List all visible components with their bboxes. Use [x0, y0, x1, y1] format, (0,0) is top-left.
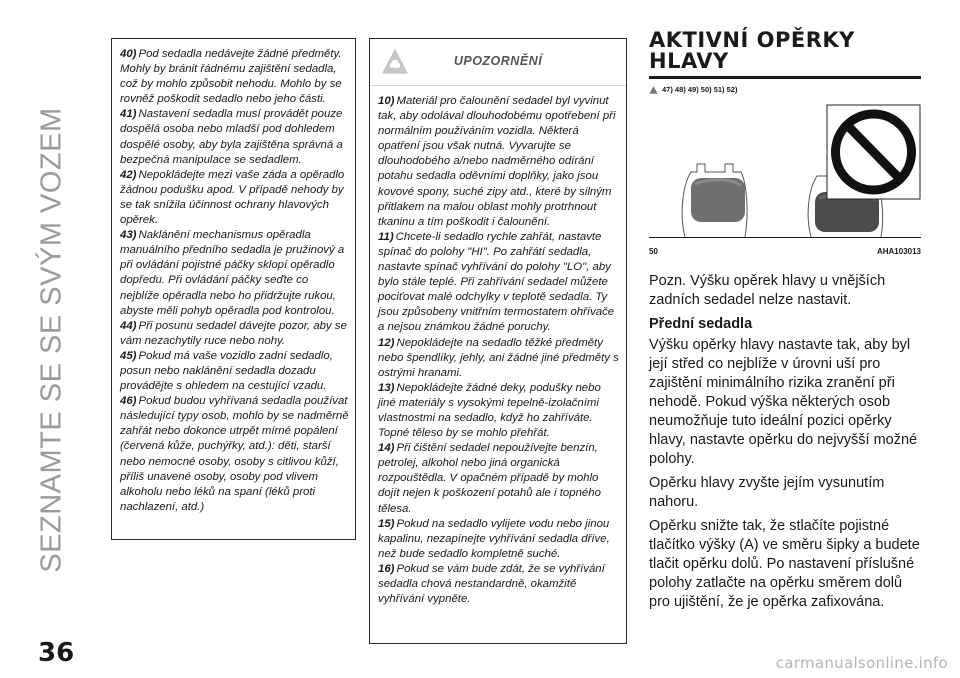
note-item: 46) Pokud budou vyhřívaná sedadla používat následující typy osob, mohlo by se nadměrně zahřát nebo dokonce utrpět mírné popálení (červená kůže, puchýřky, atd.): děti, starší nebo nemocné osoby, osoby s citlivou kůží, příliš unavené osoby, osoby pod vlivem alkoholu nebo léků na spaní (léků proti nachlazení, atd.) [120, 395, 349, 513]
section-body [649, 272, 921, 617]
note-item: 45) Pokud má vaše vozidlo zadní sedadlo, posun nebo naklánění sedadla dozadu provádějte s ohledem na cestující vzadu. [120, 349, 333, 393]
note-item: 44) Při posunu sedadel dávejte pozor, aby se vám nezachytily ruce nebo nohy. [120, 319, 347, 347]
warning-triangle-icon [649, 86, 658, 94]
figure-number: 50 [649, 247, 658, 256]
note-item: 41) Nastavení sedadla musí provádět pouze dospělá osoba nebo mladší pod dohledem dospělé osoby, aby byla zajištěna správná a bezpečná manipulace se sedadlem. [120, 108, 343, 166]
caution-box [369, 38, 627, 644]
caution-header [370, 39, 626, 86]
body-paragraph: Opěrku snižte tak, že stlačíte pojistné tlačítko výšky (A) ve směru šipky a budete tlačit opěrku dolů. Po nastavení příslušné polohy zatlačte na opěrku směrem dolů pro ujištění, že je opěrka zafixována. [649, 518, 920, 610]
note-item: 40) Pod sedadla nedávejte žádné předměty. Mohly by bránit řádnému zajištění sedadla, což by mohlo způsobit nehodu. Mohlo by se rovněž poškodit sedadlo nebo jeho části. [120, 48, 342, 106]
note-item: 11) Chcete-li sedadlo rychle zahřát, nastavte spínač do polohy "HI". Po zahřátí sedadla, nastavte spínač vyhřívání do polohy "LO", aby bylo stále teplé. Při zahřívání sedadel můžete pociťovat malé odchylky v teplotě sedadla. Ty jsou způsobeny vnitřním termostatem ohřívače a nejsou známkou žádné poruchy. [378, 230, 615, 334]
section-header [649, 30, 919, 94]
figure-code: AHA103013 [876, 247, 921, 256]
note-item: 13) Nepokládejte žádné deky, podušky nebo jiné materiály s vysokými tepelně-izolačními vlastnostmi na sedadlo, když ho zahříváte. Topné těleso by se mohlo přehřát. [378, 381, 601, 440]
note-item: 12) Nepokládejte na sedadlo těžké předměty nebo špendlíky, jehly, ani žádné jiné předměty s ostrými hranami. [378, 336, 619, 379]
reference-notes [649, 85, 919, 94]
note-item: 16) Pokud se vám bude zdát, že se vyhřívání sedadla chová nestandardně, okamžitě vyhřívání vypněte. [378, 562, 605, 606]
reference-list: 47) 48) 49) 50) 51) 52) [662, 85, 738, 94]
section-title-line1: AKTIVNÍ OPĚRKY [649, 28, 855, 52]
section-title-line2: HLAVY [649, 49, 729, 73]
side-section-title: SEZNAMTE SE SE SVÝM VOZEM [35, 107, 68, 573]
note-item: 43) Naklánění mechanismus opěradla manuálního předního sedadla je pružinový a při ovládání pojistné páčky sklopí opěradlo dopředu. Při ovládání páčky seďte co nejblíže opěradla nebo ho přidržujte rukou, abyste měli pohyb opěradla pod kontrolou. [120, 229, 345, 317]
note-item: 10) Materiál pro čalounění sedadel byl vyvinut tak, aby odolával dlouhodobému opotřebení při normálním používáním vozidla. Některá opatření jsou však nutná. Vyvarujte se dlouhodobého a/nebo nadměrného odírání potahu sedadla oděvními doplňky, jako jsou kovové spony, suché zipy atd., které by silným přitlakem na malou oblast mohly protrhnout tkaninu a tím poškodit i čalounění. [378, 95, 616, 228]
section-rule [649, 76, 921, 79]
note-item: 14) Při čištění sedadel nepoužívejte benzín, petrolej, alkohol nebo jiná organická rozpouštědla. V opačném případě by mohlo dojít nejen k poškození potahů ale i topného tělesa. [378, 442, 601, 515]
warning-notes-box [111, 38, 356, 540]
note-item: 42) Nepokládejte mezi vaše záda a opěradlo žádnou podušku apod. V případě nehody by se tak snížila účinnost ochrany hlavových opěrek. [120, 168, 345, 227]
note-paragraph: Pozn. Výšku opěrek hlavy u vnějších zadních sedadel nelze nastavit. [649, 273, 886, 308]
body-paragraph: Výšku opěrky hlavy nastavte tak, aby byl její střed co nejblíže v úrovni uší pro zajištění minimálního rizika zranění při nehodě. Pokud výška některých osob neumožňuje tuto ideální pozici opěrky hlavy, nastavte opěrku do nejvyšší možné polohy. [649, 337, 918, 467]
note-item: 15) Pokud na sedadlo vylijete vodu nebo jinou kapalinu, nezapínejte vyhřívání sedadla dříve, než bude sedadlo kompletně suché. [378, 517, 610, 560]
headrest-illustration [649, 104, 921, 237]
caution-title: UPOZORNĚNÍ [453, 54, 543, 68]
body-paragraph: Opěrku hlavy zvyšte jejím vysunutím nahoru. [649, 475, 885, 510]
headrest-figure [649, 104, 921, 238]
page-number: 36 [38, 638, 75, 668]
watermark-footer: carmanualsonline.info [775, 654, 948, 672]
subheading-front-seats: Přední sedadla [649, 316, 753, 332]
